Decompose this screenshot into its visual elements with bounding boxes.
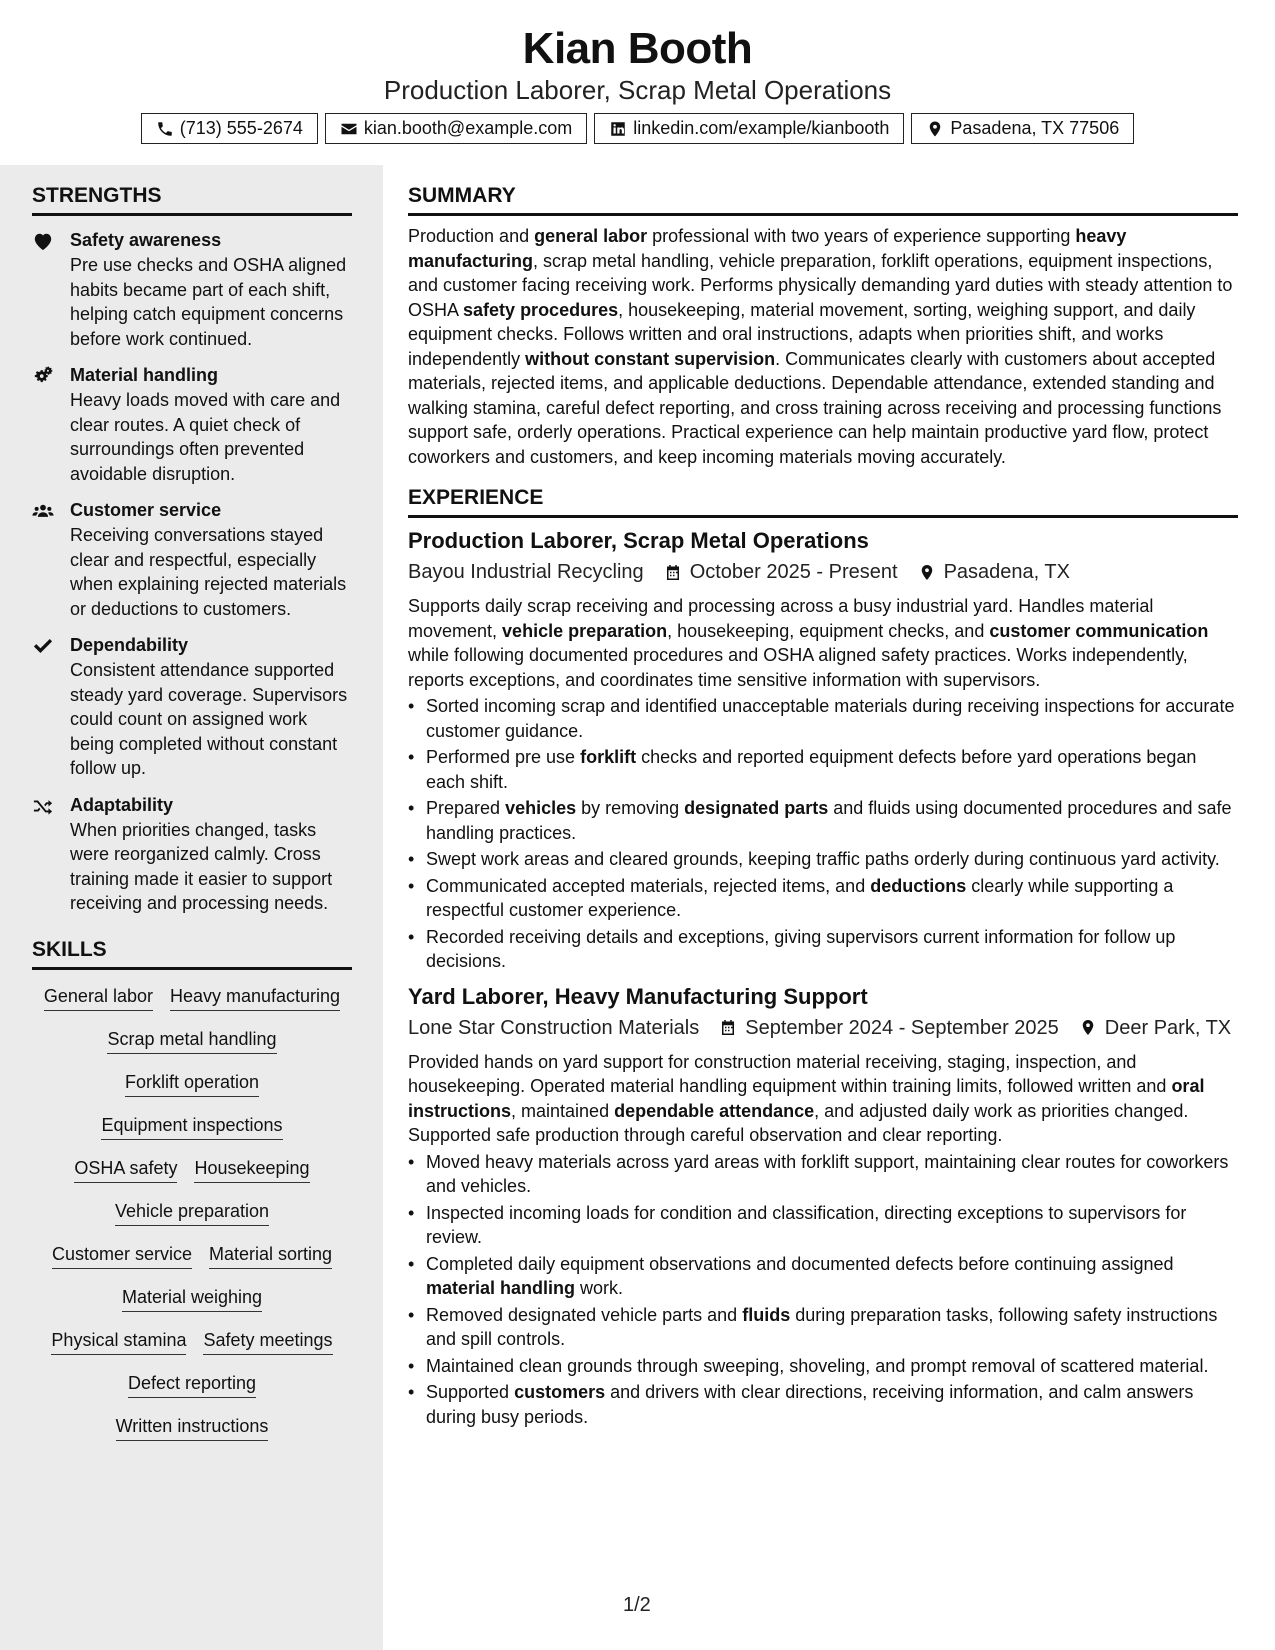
- strength-item: [32, 633, 352, 781]
- list-item: • Swept work areas and cleared grounds, keeping traffic paths orderly during continuous yard activity.: [408, 847, 1238, 872]
- skill-row: [128, 1371, 256, 1398]
- candidate-name: Kian Booth: [522, 24, 753, 73]
- job-meta: [408, 1014, 1238, 1042]
- job-bullets: [408, 1150, 1238, 1430]
- contact-phone: [141, 113, 318, 144]
- list-item: • Inspected incoming loads for condition and classification, directing exceptions to supervisors for review.: [408, 1201, 1238, 1250]
- list-item: • Moved heavy materials across yard areas with forklift support, maintaining clear routes for coworkers and vehicles.: [408, 1150, 1238, 1199]
- strength-title: Customer service: [70, 500, 222, 520]
- strength-item: [32, 793, 352, 916]
- skills-list: [32, 984, 352, 1441]
- strength-item: [32, 498, 352, 621]
- job-title: Production Laborer, Scrap Metal Operations: [408, 528, 869, 553]
- skill-row: [107, 1027, 276, 1054]
- main-content: [408, 182, 1238, 1431]
- skill-tag: Customer service: [52, 1242, 192, 1269]
- gears-icon: [32, 366, 54, 386]
- skill-row: [52, 1242, 332, 1269]
- calendar-icon: [664, 563, 682, 582]
- skill-tag: Heavy manufacturing: [170, 984, 340, 1011]
- skill-tag: Housekeeping: [194, 1156, 309, 1183]
- contact-linkedin-text: linkedin.com/example/kianbooth: [633, 118, 890, 138]
- skill-row: [116, 1414, 269, 1441]
- summary-text: Production and general labor professional with two years of experience supporting heavy manufacturing, scrap metal handling, vehicle preparation, forklift operations, equipment inspections, and customer facing receiving work. Performs physically demanding yard duties with steady attention to OSHA safety procedures, housekeeping, material movement, sorting, weighing support, and daily equipment checks. Follows written and oral instructions, adapts when priorities shift, and works independently without constant supervision. Communicates clearly with customers about accepted materials, rejected items, and applicable deductions. Dependable attendance, extended standing and walking stamina, careful defect reporting, and cross training across receiving and processing functions support safe, orderly operations. Practical experience can help maintain productive yard flow, protect coworkers and customers, and keep incoming materials moving accurately.: [408, 226, 1233, 467]
- list-item: • Performed pre use forklift checks and reported equipment defects before yard operations began each shift.: [408, 745, 1238, 794]
- list-item: • Communicated accepted materials, rejected items, and deductions clearly while supporting a respectful customer experience.: [408, 874, 1238, 923]
- job-description: Provided hands on yard support for construction material receiving, staging, inspection, and housekeeping. Operated material handling equipment within training limits, followed written and oral instructions, maintained dependable attendance, and adjusted daily work as priorities changed. Supported safe production through careful observation and clear reporting.: [408, 1051, 1205, 1145]
- skills-heading: SKILLS: [32, 936, 352, 970]
- job-location: Pasadena, TX: [943, 561, 1070, 583]
- experience-heading: EXPERIENCE: [408, 484, 1238, 518]
- job-dates: September 2024 - September 2025: [745, 1016, 1059, 1039]
- strength-title: Dependability: [70, 635, 189, 655]
- strength-desc: When priorities changed, tasks were reorganized calmly. Cross training made it easier to support receiving and processing needs.: [70, 819, 333, 913]
- contact-bar: [0, 113, 1275, 144]
- skill-row: [74, 1156, 309, 1183]
- skill-tag: Scrap metal handling: [107, 1027, 276, 1054]
- list-item: • Removed designated vehicle parts and fluids during preparation tasks, following safety instructions and spill controls.: [408, 1303, 1238, 1352]
- job-company: Bayou Industrial Recycling: [408, 561, 644, 583]
- skill-row: [115, 1199, 269, 1226]
- contact-email[interactable]: [325, 113, 587, 144]
- job-meta: [408, 558, 1238, 586]
- linkedin-icon: [609, 120, 627, 138]
- job-bullets: [408, 694, 1238, 974]
- strength-item: [32, 228, 352, 351]
- location-pin-icon: [926, 120, 944, 138]
- strength-item: [32, 363, 352, 486]
- skill-tag: Written instructions: [116, 1414, 269, 1441]
- list-item: • Recorded receiving details and exceptions, giving supervisors current information for follow up decisions.: [408, 925, 1238, 974]
- job-entry: [408, 526, 1238, 974]
- skill-tag: Safety meetings: [203, 1328, 332, 1355]
- job-company: Lone Star Construction Materials: [408, 1016, 700, 1039]
- list-item: • Maintained clean grounds through sweeping, shoveling, and prompt removal of scattered material.: [408, 1354, 1238, 1379]
- resume-header: [0, 0, 1275, 165]
- strengths-heading: STRENGTHS: [32, 182, 352, 216]
- location-pin-icon: [918, 563, 936, 582]
- skill-tag: General labor: [44, 984, 153, 1011]
- strength-desc: Pre use checks and OSHA aligned habits became part of each shift, helping catch equipment concerns before work continued.: [70, 255, 347, 349]
- job-description: Supports daily scrap receiving and processing across a busy industrial yard. Handles material movement, vehicle preparation, housekeeping, equipment checks, and customer communication while following documented procedures and OSHA aligned safety practices. Works independently, reports exceptions, and coordinates time sensitive information with supervisors.: [408, 596, 1209, 690]
- skill-row: [122, 1285, 262, 1312]
- calendar-icon: [719, 1018, 737, 1037]
- contact-location: [911, 113, 1134, 144]
- phone-icon: [156, 120, 174, 138]
- strength-desc: Receiving conversations stayed clear and respectful, especially when explaining rejected materials or deductions to customers.: [70, 525, 347, 619]
- strength-desc: Consistent attendance supported steady yard coverage. Supervisors could count on assigned work being completed without constant follow up.: [70, 660, 348, 778]
- strength-title: Material handling: [70, 365, 219, 385]
- users-icon: [32, 501, 54, 521]
- list-item: • Prepared vehicles by removing designated parts and fluids using documented procedures and safe handling practices.: [408, 796, 1238, 845]
- location-pin-icon: [1079, 1018, 1097, 1037]
- contact-linkedin[interactable]: [594, 113, 904, 144]
- skill-tag: Material sorting: [209, 1242, 332, 1269]
- skill-tag: Vehicle preparation: [115, 1199, 269, 1226]
- heart-icon: [32, 231, 54, 251]
- summary-heading: SUMMARY: [408, 182, 1238, 216]
- strength-desc: Heavy loads moved with care and clear routes. A quiet check of surroundings often prevented avoidable disruption.: [70, 390, 341, 484]
- skill-tag: Forklift operation: [125, 1070, 259, 1097]
- skill-tag: Defect reporting: [128, 1371, 256, 1398]
- candidate-title: Production Laborer, Scrap Metal Operations: [383, 75, 892, 105]
- contact-location-text: Pasadena, TX 77506: [950, 118, 1120, 138]
- skill-tag: Material weighing: [122, 1285, 262, 1312]
- skill-row: [101, 1113, 282, 1140]
- skill-row: [44, 984, 340, 1011]
- list-item: • Sorted incoming scrap and identified unacceptable materials during receiving inspections for accurate customer guidance.: [408, 694, 1238, 743]
- skill-tag: Equipment inspections: [101, 1113, 282, 1140]
- email-icon: [340, 120, 358, 138]
- contact-phone-text: (713) 555-2674: [179, 118, 303, 138]
- sidebar: [0, 165, 383, 1650]
- job-dates: October 2025 - Present: [689, 561, 898, 583]
- skill-row: [125, 1070, 259, 1097]
- job-entry: [408, 982, 1238, 1430]
- job-location: Deer Park, TX: [1104, 1016, 1232, 1039]
- page-number: 1/2: [623, 1594, 651, 1616]
- contact-email-text: kian.booth@example.com: [363, 118, 573, 138]
- list-item: • Supported customers and drivers with clear directions, receiving information, and calm answers during busy periods.: [408, 1380, 1238, 1429]
- list-item: • Completed daily equipment observations and documented defects before continuing assigned material handling work.: [408, 1252, 1238, 1301]
- job-title: Yard Laborer, Heavy Manufacturing Support: [408, 983, 868, 1009]
- skill-row: [51, 1328, 332, 1355]
- checkmark-icon: [32, 636, 54, 656]
- skill-tag: OSHA safety: [74, 1156, 177, 1183]
- shuffle-icon: [32, 796, 54, 816]
- strength-title: Adaptability: [70, 794, 174, 815]
- skill-tag: Physical stamina: [51, 1328, 186, 1355]
- strength-title: Safety awareness: [70, 230, 222, 250]
